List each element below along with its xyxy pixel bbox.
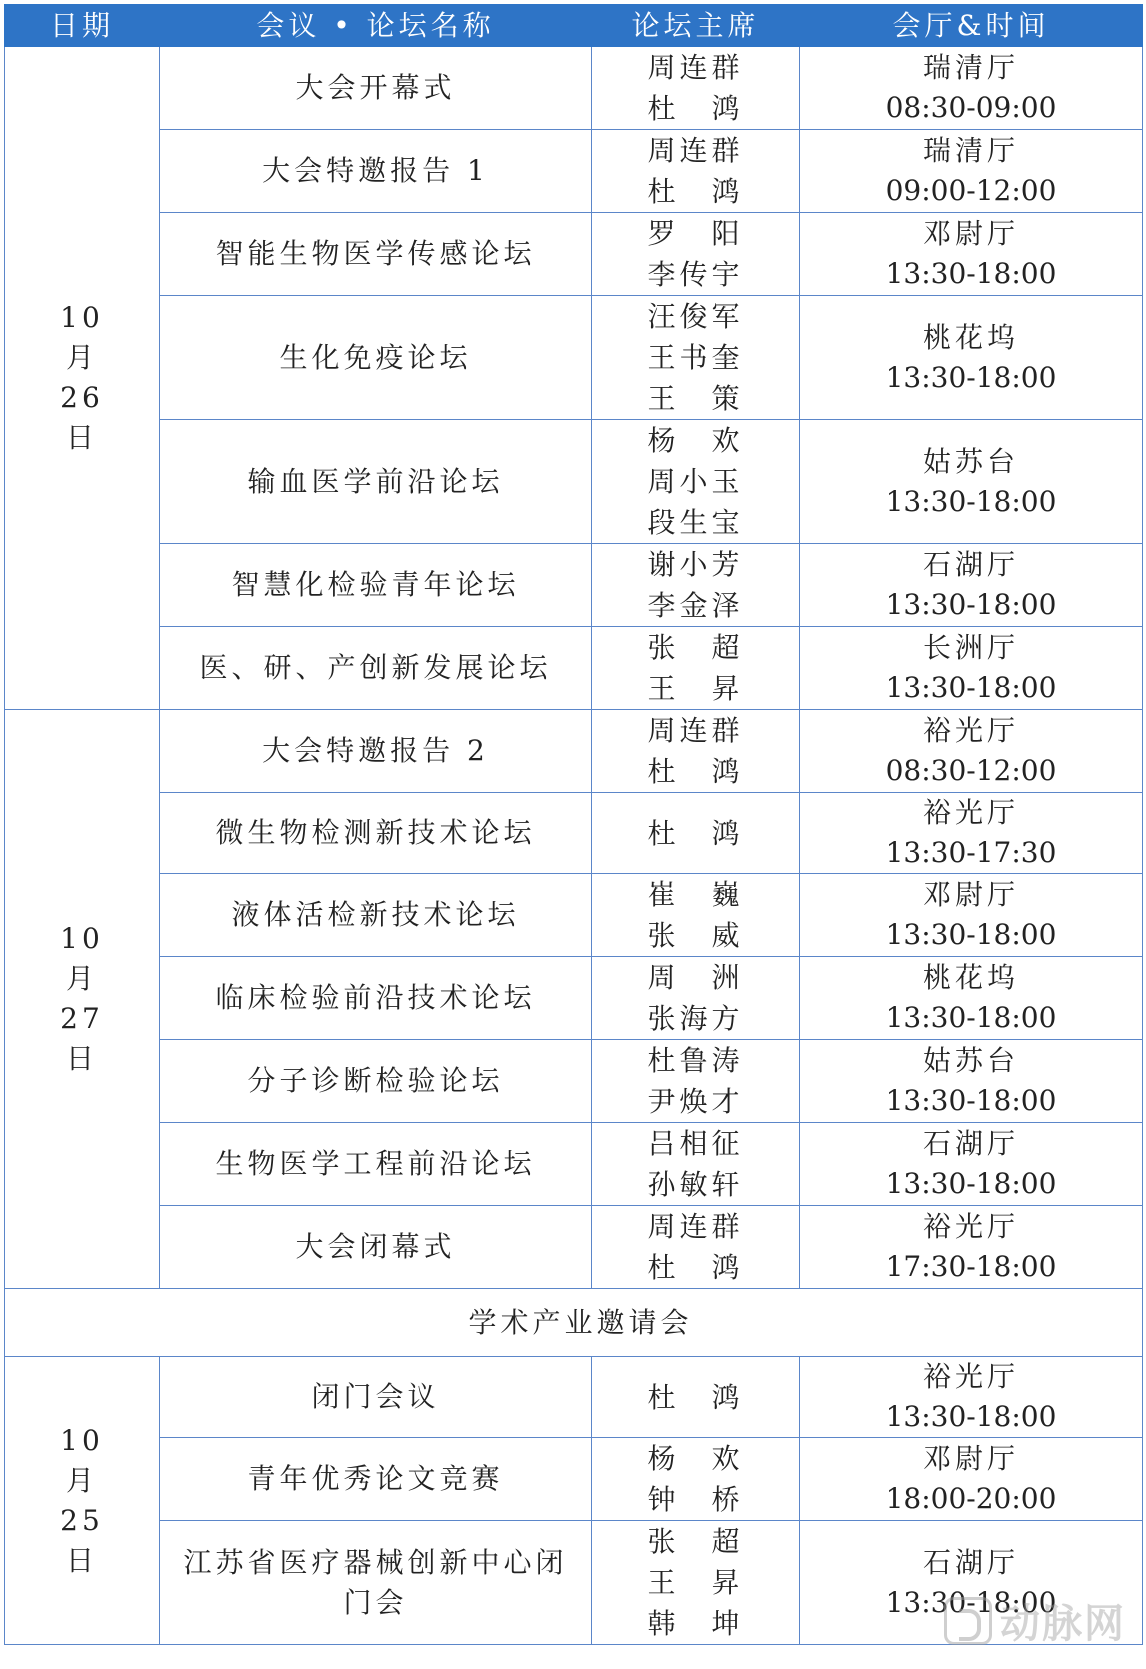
session-name: 临床检验前沿技术论坛 bbox=[160, 957, 592, 1040]
chair-name: 周连群 bbox=[647, 714, 744, 747]
session-name: 生物医学工程前沿论坛 bbox=[160, 1123, 592, 1206]
session-name: 大会特邀报告 1 bbox=[160, 130, 592, 213]
chair-name: 段生宝 bbox=[647, 506, 744, 539]
chair-cell bbox=[592, 1040, 800, 1123]
chair-name: 钟 桥 bbox=[647, 1483, 744, 1516]
venue-cell bbox=[800, 1206, 1143, 1289]
schedule-table bbox=[4, 4, 1143, 1645]
hall-name: 姑苏台 bbox=[922, 444, 1019, 478]
session-name: 输血医学前沿论坛 bbox=[160, 420, 592, 544]
session-name: 医、研、产创新发展论坛 bbox=[160, 627, 592, 710]
chair-cell bbox=[592, 1206, 800, 1289]
session-time: 13:30-18:00 bbox=[885, 1400, 1057, 1433]
session-name: 分子诊断检验论坛 bbox=[160, 1040, 592, 1123]
venue-cell bbox=[800, 420, 1143, 544]
date-line: 26 bbox=[60, 381, 104, 414]
chair-name: 张海方 bbox=[647, 1002, 744, 1035]
hall-name: 桃花坞 bbox=[922, 320, 1019, 354]
date-line: 日 bbox=[65, 1042, 98, 1075]
session-time: 13:30-18:00 bbox=[885, 1167, 1057, 1200]
header-venue: 会厅&时间 bbox=[800, 5, 1143, 47]
date-line: 10 bbox=[60, 922, 104, 955]
session-time: 13:30-18:00 bbox=[885, 1001, 1057, 1034]
section-title: 学术产业邀请会 bbox=[5, 1289, 1143, 1357]
venue-cell bbox=[800, 1357, 1143, 1438]
table-row bbox=[5, 420, 1143, 544]
chair-name: 罗 阳 bbox=[647, 217, 744, 250]
table-row bbox=[5, 1206, 1143, 1289]
chair-name: 杜 鸿 bbox=[647, 175, 744, 208]
table-row bbox=[5, 47, 1143, 130]
venue-cell bbox=[800, 296, 1143, 420]
chair-cell bbox=[592, 793, 800, 874]
chair-name: 周连群 bbox=[647, 51, 744, 84]
table-row bbox=[5, 627, 1143, 710]
chair-name: 王书奎 bbox=[647, 341, 744, 374]
date-line: 25 bbox=[60, 1503, 104, 1537]
session-time: 13:30-17:30 bbox=[885, 836, 1057, 869]
chair-cell bbox=[592, 213, 800, 296]
venue-cell bbox=[800, 1040, 1143, 1123]
date-cell bbox=[5, 47, 160, 710]
table-header-row bbox=[5, 5, 1143, 47]
venue-cell bbox=[800, 793, 1143, 874]
chair-cell bbox=[592, 420, 800, 544]
chair-name: 张 威 bbox=[647, 919, 744, 952]
session-time: 09:00-12:00 bbox=[885, 174, 1057, 207]
date-line: 10 bbox=[60, 301, 104, 334]
header-name: 会议 • 论坛名称 bbox=[160, 5, 592, 47]
table-row bbox=[5, 957, 1143, 1040]
schedule-body bbox=[5, 47, 1143, 1289]
hall-name: 裕光厅 bbox=[922, 1210, 1019, 1243]
date-cell bbox=[5, 710, 160, 1289]
chair-name: 李传宇 bbox=[647, 258, 744, 291]
session-time: 13:30-18:00 bbox=[885, 588, 1057, 621]
session-name: 液体活检新技术论坛 bbox=[160, 874, 592, 957]
header-date: 日期 bbox=[5, 5, 160, 47]
chair-name: 周 洲 bbox=[647, 961, 744, 994]
chair-name: 汪俊军 bbox=[647, 300, 744, 333]
session-name: 生化免疫论坛 bbox=[160, 296, 592, 420]
session-name: 大会开幕式 bbox=[160, 47, 592, 130]
chair-name: 周小玉 bbox=[647, 465, 744, 498]
chair-cell bbox=[592, 1123, 800, 1206]
date-line: 月 bbox=[65, 1463, 98, 1497]
venue-cell bbox=[800, 874, 1143, 957]
session-name: 微生物检测新技术论坛 bbox=[160, 793, 592, 874]
hall-name: 瑞清厅 bbox=[922, 51, 1019, 84]
table-row bbox=[5, 1123, 1143, 1206]
session-time: 13:30-18:00 bbox=[885, 257, 1057, 290]
hall-name: 石湖厅 bbox=[922, 548, 1019, 581]
chair-name: 韩 坤 bbox=[647, 1607, 744, 1640]
hall-name: 石湖厅 bbox=[922, 1545, 1019, 1579]
chair-name: 杜 鸿 bbox=[647, 755, 744, 788]
hall-name: 桃花坞 bbox=[922, 961, 1019, 994]
session-name: 青年优秀论文竞赛 bbox=[160, 1438, 592, 1521]
chair-name: 谢小芳 bbox=[647, 548, 744, 581]
table-row bbox=[5, 130, 1143, 213]
table-row bbox=[5, 296, 1143, 420]
chair-name: 王 策 bbox=[647, 382, 744, 415]
date-line: 日 bbox=[65, 1543, 98, 1577]
venue-cell bbox=[800, 627, 1143, 710]
hall-name: 裕光厅 bbox=[922, 1360, 1019, 1393]
hall-name: 邓尉厅 bbox=[922, 217, 1019, 250]
watermark bbox=[944, 1592, 1126, 1649]
chair-name: 吕相征 bbox=[647, 1127, 744, 1160]
chair-cell bbox=[592, 1438, 800, 1521]
chair-name: 杜 鸿 bbox=[647, 1251, 744, 1284]
hall-name: 邓尉厅 bbox=[922, 878, 1019, 911]
table-row bbox=[5, 1357, 1143, 1438]
table-row bbox=[5, 213, 1143, 296]
venue-cell bbox=[800, 957, 1143, 1040]
dongmai-logo-icon bbox=[944, 1597, 992, 1645]
chair-name: 尹焕才 bbox=[647, 1085, 744, 1118]
table-row bbox=[5, 544, 1143, 627]
session-time: 08:30-12:00 bbox=[885, 754, 1057, 787]
chair-cell bbox=[592, 544, 800, 627]
session-name: 智慧化检验青年论坛 bbox=[160, 544, 592, 627]
chair-cell bbox=[592, 627, 800, 710]
session-name: 大会闭幕式 bbox=[160, 1206, 592, 1289]
hall-name: 裕光厅 bbox=[922, 714, 1019, 747]
chair-name: 李金泽 bbox=[647, 589, 744, 622]
session-time: 17:30-18:00 bbox=[885, 1250, 1057, 1283]
chair-cell bbox=[592, 874, 800, 957]
table-row bbox=[5, 710, 1143, 793]
session-time: 13:30-18:00 bbox=[885, 360, 1057, 394]
chair-name: 王 昇 bbox=[647, 1566, 744, 1599]
chair-name: 王 昇 bbox=[647, 672, 744, 705]
date-line: 月 bbox=[65, 962, 98, 995]
hall-name: 长洲厅 bbox=[922, 631, 1019, 664]
chair-cell bbox=[592, 957, 800, 1040]
hall-name: 石湖厅 bbox=[922, 1127, 1019, 1160]
session-time: 13:30-18:00 bbox=[885, 918, 1057, 951]
venue-cell bbox=[800, 1438, 1143, 1521]
session-name: 智能生物医学传感论坛 bbox=[160, 213, 592, 296]
venue-cell bbox=[800, 213, 1143, 296]
session-name: 大会特邀报告 2 bbox=[160, 710, 592, 793]
chair-cell bbox=[592, 47, 800, 130]
hall-name: 邓尉厅 bbox=[922, 1442, 1019, 1475]
hall-name: 姑苏台 bbox=[922, 1044, 1019, 1077]
header-chair: 论坛主席 bbox=[592, 5, 800, 47]
chair-name: 崔 巍 bbox=[647, 878, 744, 911]
chair-cell bbox=[592, 296, 800, 420]
session-name: 闭门会议 bbox=[160, 1357, 592, 1438]
session-time: 13:30-18:00 bbox=[885, 1585, 1057, 1619]
session-time: 13:30-18:00 bbox=[885, 1084, 1057, 1117]
session-time: 18:00-20:00 bbox=[885, 1482, 1057, 1515]
chair-name: 杜鲁涛 bbox=[647, 1044, 744, 1077]
chair-cell bbox=[592, 710, 800, 793]
chair-name: 孙敏轩 bbox=[647, 1168, 744, 1201]
chair-name: 周连群 bbox=[647, 1210, 744, 1243]
venue-cell bbox=[800, 544, 1143, 627]
venue-cell bbox=[800, 710, 1143, 793]
date-line: 月 bbox=[65, 341, 98, 374]
chair-name: 杜 鸿 bbox=[647, 1380, 744, 1414]
chair-name: 杨 欢 bbox=[647, 1442, 744, 1475]
session-time: 08:30-09:00 bbox=[885, 91, 1057, 124]
hall-name: 瑞清厅 bbox=[922, 134, 1019, 167]
chair-cell bbox=[592, 130, 800, 213]
venue-cell bbox=[800, 130, 1143, 213]
session-time: 13:30-18:00 bbox=[885, 671, 1057, 704]
hall-name: 裕光厅 bbox=[922, 796, 1019, 829]
chair-name: 杨 欢 bbox=[647, 424, 744, 457]
chair-cell bbox=[592, 1521, 800, 1645]
chair-name: 周连群 bbox=[647, 134, 744, 167]
date-line: 27 bbox=[60, 1002, 104, 1035]
table-row bbox=[5, 793, 1143, 874]
chair-name: 张 超 bbox=[647, 631, 744, 664]
table-row bbox=[5, 874, 1143, 957]
date-cell bbox=[5, 1357, 160, 1645]
date-line: 日 bbox=[65, 421, 98, 454]
session-time: 13:30-18:00 bbox=[885, 484, 1057, 518]
chair-name: 杜 鸿 bbox=[647, 92, 744, 125]
venue-cell bbox=[800, 47, 1143, 130]
section-row bbox=[5, 1289, 1143, 1357]
date-line: 10 bbox=[60, 1423, 104, 1457]
watermark-text: 动脉网 bbox=[1000, 1601, 1126, 1647]
table-row bbox=[5, 1040, 1143, 1123]
table-row bbox=[5, 1438, 1143, 1521]
session-name: 江苏省医疗器械创新中心闭门会 bbox=[160, 1521, 592, 1645]
venue-cell bbox=[800, 1123, 1143, 1206]
chair-name: 张 超 bbox=[647, 1525, 744, 1558]
chair-name: 杜 鸿 bbox=[647, 816, 744, 850]
chair-cell bbox=[592, 1357, 800, 1438]
